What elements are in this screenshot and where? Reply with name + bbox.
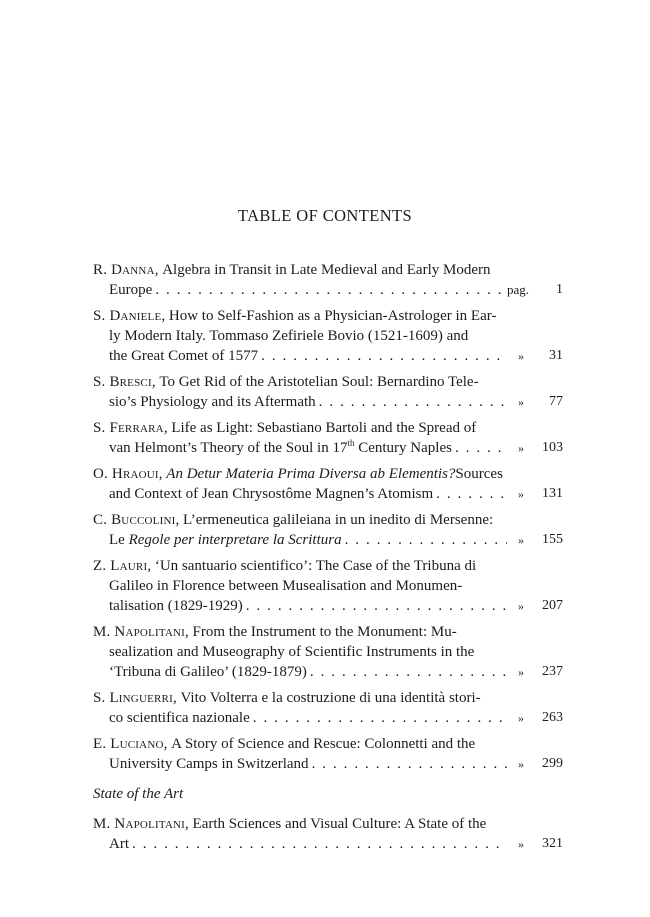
- entry-line: [93, 642, 563, 662]
- ditto-mark: »: [518, 395, 524, 409]
- ditto-mark: »: [518, 599, 524, 613]
- entry-title: the Great Comet of 1577: [109, 348, 259, 364]
- page-number: 1: [556, 282, 563, 297]
- leader-dots: [309, 754, 507, 774]
- ditto-mark: »: [518, 441, 524, 455]
- entry-line: [93, 346, 563, 366]
- toc-entry[interactable]: [93, 688, 563, 728]
- entry-line: [93, 484, 563, 504]
- entry-line: O. Hraoui , An Detur Materia Prima Diversa ab Elementis? Sources: [93, 466, 503, 482]
- entry-line: [93, 438, 563, 458]
- entry-title: talisation (1829-1929): [109, 598, 243, 614]
- entry-line: S. Ferrara , Life as Light: Sebastiano Bartoli and the Spread of: [93, 420, 477, 436]
- page-number: 237: [542, 664, 563, 679]
- entry-line: [93, 392, 563, 412]
- page-prefix: pag.: [507, 282, 530, 297]
- entry-title: ‘Un santuario scientifico’: The Case of the Tribuna di: [154, 558, 477, 574]
- page-number: 77: [549, 394, 563, 409]
- page-number: 131: [542, 486, 563, 501]
- entry-title: Art: [109, 836, 129, 852]
- entry-line: [93, 708, 563, 728]
- entry-title: Europe: [109, 282, 153, 298]
- entry-title: sealization and Museography of Scientific Instruments in the: [109, 644, 475, 660]
- entry-author: M. Napolitani: [93, 816, 186, 832]
- entry-line: M. Napolitani , From the Instrument to the Monument: Mu-: [93, 624, 457, 640]
- ditto-mark: »: [518, 757, 524, 771]
- ditto-mark: »: [518, 487, 524, 501]
- toc-entry[interactable]: [93, 418, 563, 458]
- entry-line: M. Napolitani , Earth Sciences and Visual Culture: A State of the: [93, 816, 487, 832]
- entry-line: [93, 326, 563, 346]
- page-number: 155: [542, 532, 563, 547]
- entry-title: Le: [109, 532, 129, 548]
- entry-title: sio’s Physiology and its Aftermath: [109, 394, 316, 410]
- entry-author: O. Hraoui: [93, 466, 159, 482]
- leader-dots: [433, 484, 507, 504]
- entry-author: S. Bresci: [93, 374, 152, 390]
- entry-line: C. Buccolini , L’ermeneutica galileiana in un inedito di Mersenne:: [93, 512, 494, 528]
- page-number: 103: [542, 440, 563, 455]
- entry-title: A Story of Science and Rescue: Colonnetti and the: [171, 736, 476, 752]
- ditto-mark: »: [518, 665, 524, 679]
- leader-dots: [152, 280, 507, 300]
- entry-line: [93, 754, 563, 774]
- entry-title: ly Modern Italy. Tommaso Zefiriele Bovio (1521-1609) and: [109, 328, 469, 344]
- entry-title: L’ermeneutica galileiana in un inedito di Mersenne:: [182, 512, 494, 528]
- ditto-mark: »: [518, 837, 524, 851]
- page-number: 321: [542, 836, 563, 851]
- toc-entry[interactable]: [93, 734, 563, 774]
- entry-line: S. Daniele , How to Self-Fashion as a Physician-Astrologer in Ear-: [93, 308, 497, 324]
- entry-title: To Get Rid of the Aristotelian Soul: Bernardino Tele-: [159, 374, 479, 390]
- leader-dots: [129, 834, 507, 854]
- entry-line: S. Bresci , To Get Rid of the Aristotelian Soul: Bernardino Tele-: [93, 374, 479, 390]
- superscript: th: [347, 438, 355, 448]
- entry-title-italic: Regole per interpretare la Scrittura: [128, 532, 342, 548]
- entry-line: [93, 530, 563, 550]
- entry-line: [93, 834, 563, 854]
- toc-entry[interactable]: [93, 556, 563, 616]
- entry-author: M. Napolitani: [93, 624, 186, 640]
- entry-author: S. Ferrara: [93, 420, 164, 436]
- entry-title: van Helmont’s Theory of the Soul in 17: [109, 440, 348, 456]
- leader-dots: [316, 392, 507, 412]
- toc-entry[interactable]: [93, 814, 563, 854]
- ditto-mark: »: [518, 533, 524, 547]
- entry-line: R. Danna , Algebra in Transit in Late Medieval and Early Modern: [93, 262, 491, 278]
- entry-author: Z. Lauri: [93, 558, 148, 574]
- entry-title: ‘Tribuna di Galileo’ (1829-1879): [109, 664, 307, 680]
- entry-title-italic: An Detur Materia Prima Diversa ab Elementis?: [166, 466, 456, 482]
- leader-dots: [452, 438, 507, 458]
- entry-title: From the Instrument to the Monument: Mu-: [192, 624, 457, 640]
- entry-title: and Context of Jean Chrysostôme Magnen’s Atomism: [109, 486, 434, 502]
- toc-entry[interactable]: [93, 510, 563, 550]
- entry-line: [93, 576, 563, 596]
- entry-title: Sources: [455, 466, 503, 482]
- ditto-mark: »: [518, 349, 524, 363]
- leader-dots: [307, 662, 507, 682]
- ditto-mark: »: [518, 711, 524, 725]
- page-title: TABLE OF CONTENTS: [237, 206, 413, 225]
- page-number: 207: [542, 598, 563, 613]
- entry-line: Z. Lauri , ‘Un santuario scientifico’: The Case of the Tribuna di: [93, 558, 477, 574]
- entry-title-group: [109, 530, 342, 550]
- entry-line: [93, 596, 563, 616]
- toc-entry[interactable]: [93, 622, 563, 682]
- entry-title: co scientifica nazionale: [109, 710, 250, 726]
- entry-author: C. Buccolini: [93, 512, 176, 528]
- entry-line: S. Linguerri , Vito Volterra e la costruzione di una identità stori-: [93, 690, 481, 706]
- toc-entry[interactable]: [93, 464, 563, 504]
- entry-title: Life as Light: Sebastiano Bartoli and the Spread of: [171, 420, 477, 436]
- toc-entry[interactable]: [93, 372, 563, 412]
- page-number: 31: [549, 348, 563, 363]
- leader-dots: [342, 530, 507, 550]
- page-number: 263: [542, 710, 563, 725]
- entry-title: Galileo in Florence between Musealisation and Monumen-: [109, 578, 463, 594]
- entry-author: R. Danna: [93, 262, 155, 278]
- entry-title-group: [109, 438, 452, 458]
- leader-dots: [258, 346, 507, 366]
- entry-author: E. Luciano: [93, 736, 164, 752]
- entry-title: Vito Volterra e la costruzione di una identità stori-: [180, 690, 481, 706]
- table-of-contents: [93, 260, 563, 860]
- section-heading: State of the Art: [93, 786, 184, 802]
- leader-dots: [243, 596, 507, 616]
- entry-title: Earth Sciences and Visual Culture: A State of the: [192, 816, 487, 832]
- entry-title: Century Naples: [354, 440, 452, 456]
- entry-line: [93, 280, 563, 300]
- entry-author: S. Linguerri: [93, 690, 173, 706]
- entry-author: S. Daniele: [93, 308, 162, 324]
- entry-line: E. Luciano , A Story of Science and Rescue: Colonnetti and the: [93, 736, 476, 752]
- entry-line: [93, 662, 563, 682]
- leader-dots: [250, 708, 507, 728]
- toc-entry[interactable]: [93, 306, 563, 366]
- entry-title: How to Self-Fashion as a Physician-Astrologer in Ear-: [168, 308, 497, 324]
- toc-entry[interactable]: [93, 260, 563, 300]
- entry-title: University Camps in Switzerland: [109, 756, 309, 772]
- entry-title: Algebra in Transit in Late Medieval and Early Modern: [162, 262, 491, 278]
- page-number: 299: [542, 756, 563, 771]
